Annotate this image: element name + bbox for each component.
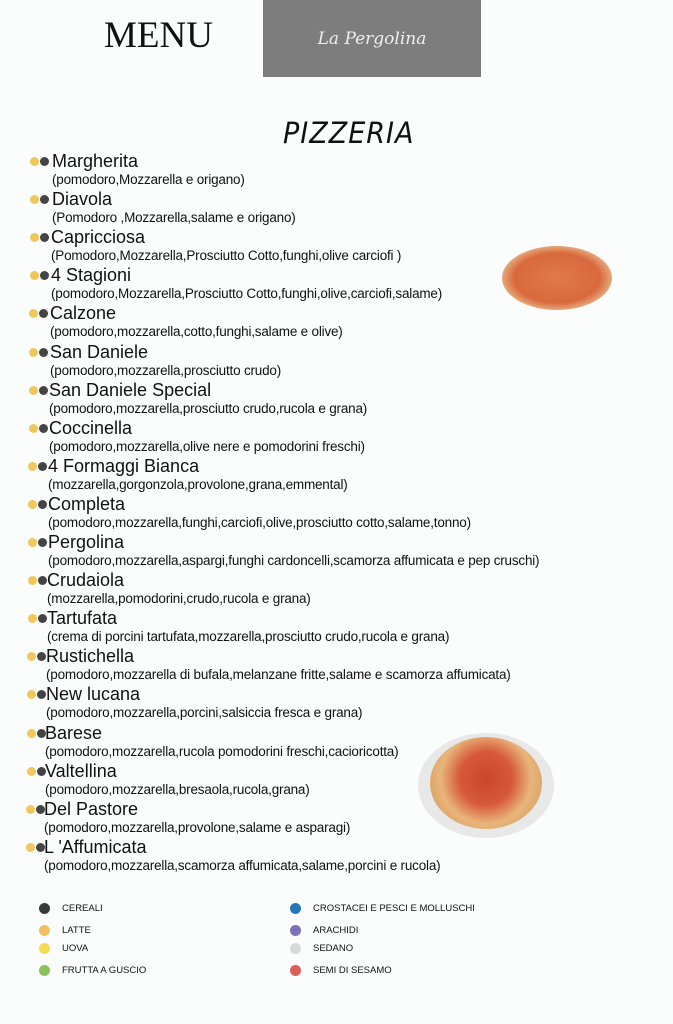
item-description: (Pomodoro,Mozzarella,Prosciutto Cotto,funghi,olive carciofi ) (51, 248, 402, 264)
item-name: San Daniele Special (49, 379, 212, 400)
item-name: Capricciosa (51, 227, 146, 248)
legend-label: CEREALI (62, 903, 103, 914)
item-name: Rustichella (46, 646, 135, 667)
item-name: Diavola (52, 189, 113, 210)
item-name: Barese (45, 722, 103, 743)
legend-item (39, 965, 146, 976)
legend-item (290, 903, 475, 914)
legend-dot-icon (290, 903, 301, 914)
legend-dot-icon (290, 965, 301, 976)
latte-dot-icon (26, 843, 35, 852)
allergen-dots (30, 271, 49, 280)
cereali-dot-icon (39, 424, 48, 433)
allergen-dots (30, 157, 49, 166)
pizza-image (502, 246, 612, 310)
latte-dot-icon (27, 767, 36, 776)
allergen-dots (26, 843, 45, 852)
latte-dot-icon (26, 805, 35, 814)
allergen-dots (27, 690, 46, 699)
item-name: Crudaiola (47, 570, 125, 591)
item-description: (pomodoro,mozzarella,porcini,salsiccia fresca e grana) (46, 705, 363, 721)
legend-label: SEDANO (313, 943, 354, 954)
latte-dot-icon (28, 462, 37, 471)
cereali-dot-icon (37, 690, 46, 699)
item-name: Margherita (52, 151, 139, 171)
item-description: (mozzarella,gorgonzola,provolone,grana,emmental) (48, 476, 348, 492)
allergen-dots (28, 500, 47, 509)
allergen-dots (26, 805, 45, 814)
pizza-plate-image (418, 733, 554, 838)
latte-dot-icon (28, 500, 37, 509)
item-description: (pomodoro,mozzarella,provolone,salame e asparagi) (44, 819, 351, 835)
allergen-dots (29, 348, 48, 357)
legend-item (39, 925, 91, 936)
item-name: 4 Formaggi Bianca (48, 455, 200, 476)
cereali-dot-icon (38, 462, 47, 471)
cereali-dot-icon (37, 652, 46, 661)
item-description: (pomodoro,Mozzarella,Prosciutto Cotto,funghi,olive,carciofi,salame) (51, 286, 443, 302)
latte-dot-icon (29, 386, 38, 395)
item-description: (pomodoro,mozzarella,funghi,carciofi,olive,prosciutto cotto,salame,tonno) (48, 514, 471, 530)
item-description: (pomodoro,mozzarella,scamorza affumicata,salame,porcini e rucola) (44, 857, 441, 873)
latte-dot-icon (28, 538, 37, 547)
allergen-dots (30, 195, 49, 204)
latte-dot-icon (30, 157, 39, 166)
item-description: (pomodoro,mozzarella,prosciutto crudo,rucola e grana) (49, 400, 368, 416)
item-name: Pergolina (48, 532, 125, 552)
item-description: (crema di porcini tartufata,mozzarella,prosciutto crudo,rucola e grana) (47, 629, 450, 645)
item-name: 4 Stagioni (51, 265, 132, 286)
legend-label: SEMI DI SESAMO (313, 965, 392, 976)
legend-dot-icon (39, 925, 50, 936)
legend-item (39, 943, 88, 954)
item-name: Valtellina (45, 760, 117, 781)
legend-item (290, 965, 392, 976)
cereali-dot-icon (40, 157, 49, 166)
latte-dot-icon (30, 233, 39, 242)
allergen-dots (27, 767, 46, 776)
cereali-dot-icon (38, 500, 47, 509)
allergen-dots (29, 424, 48, 433)
latte-dot-icon (29, 348, 38, 357)
cereali-dot-icon (40, 271, 49, 280)
legend-label: LATTE (62, 925, 91, 936)
allergen-dots (27, 652, 46, 661)
item-name: Completa (48, 493, 126, 514)
cereali-dot-icon (38, 576, 47, 585)
cereali-dot-icon (38, 538, 47, 547)
restaurant-logo (263, 0, 481, 77)
legend-dot-icon (39, 903, 50, 914)
legend-item (39, 903, 103, 914)
allergen-dots (29, 386, 48, 395)
item-name: Tartufata (47, 608, 118, 629)
item-description: (pomodoro,mozzarella,prosciutto crudo) (50, 362, 282, 378)
item-name: Calzone (50, 303, 117, 324)
item-name: San Daniele (50, 341, 149, 362)
item-description: (pomodoro,mozzarella,bresaola,rucola,grana) (45, 781, 310, 797)
allergen-dots (27, 729, 46, 738)
item-name: New lucana (46, 684, 141, 705)
legend-dot-icon (290, 925, 301, 936)
latte-dot-icon (28, 576, 37, 585)
latte-dot-icon (27, 729, 36, 738)
item-name: L 'Affumicata (44, 836, 147, 857)
latte-dot-icon (30, 271, 39, 280)
legend-label: FRUTTA A GUSCIO (62, 965, 147, 976)
logo-text: La Pergolina (317, 28, 427, 49)
allergen-dots (28, 576, 47, 585)
cereali-dot-icon (39, 309, 48, 318)
item-description: (pomodoro,mozzarella di bufala,melanzane fritte,salame e scamorza affumicata) (46, 667, 511, 683)
legend-dot-icon (39, 943, 50, 954)
item-description: (pomodoro,mozzarella,aspargi,funghi cardoncelli,scamorza affumicata e pep cruschi) (48, 553, 540, 568)
legend-item (290, 943, 353, 954)
item-description: (pomodoro,mozzarella,rucola pomodorini freschi,cacioricotta) (45, 743, 399, 759)
latte-dot-icon (27, 652, 36, 661)
allergen-dots (28, 538, 47, 547)
legend-label: CROSTACEI E PESCI E MOLLUSCHI (313, 903, 475, 914)
allergen-dots (28, 614, 47, 623)
latte-dot-icon (29, 309, 38, 318)
section-title: PIZZERIA (283, 116, 415, 151)
allergen-dots (29, 309, 48, 318)
item-description: (pomodoro,Mozzarella e origano) (52, 172, 245, 187)
latte-dot-icon (30, 195, 39, 204)
cereali-dot-icon (40, 195, 49, 204)
cereali-dot-icon (38, 614, 47, 623)
cereali-dot-icon (39, 386, 48, 395)
item-description: (pomodoro,mozzarella,olive nere e pomodorini freschi) (49, 438, 365, 454)
item-name: Coccinella (49, 417, 133, 438)
cereali-dot-icon (40, 233, 49, 242)
legend-label: ARACHIDI (313, 925, 359, 936)
legend-label: UOVA (62, 943, 89, 954)
menu-title: MENU (104, 15, 213, 56)
latte-dot-icon (27, 690, 36, 699)
item-description: (Pomodoro ,Mozzarella,salame e origano) (52, 210, 296, 226)
item-name: Del Pastore (44, 798, 139, 819)
legend-dot-icon (39, 965, 50, 976)
legend-dot-icon (290, 943, 301, 954)
latte-dot-icon (29, 424, 38, 433)
allergen-dots (28, 462, 47, 471)
item-description: (pomodoro,mozzarella,cotto,funghi,salame e olive) (50, 324, 343, 340)
latte-dot-icon (28, 614, 37, 623)
item-description: (mozzarella,pomodorini,crudo,rucola e grana) (47, 591, 311, 607)
allergen-dots (30, 233, 49, 242)
cereali-dot-icon (39, 348, 48, 357)
legend-item (290, 925, 358, 936)
